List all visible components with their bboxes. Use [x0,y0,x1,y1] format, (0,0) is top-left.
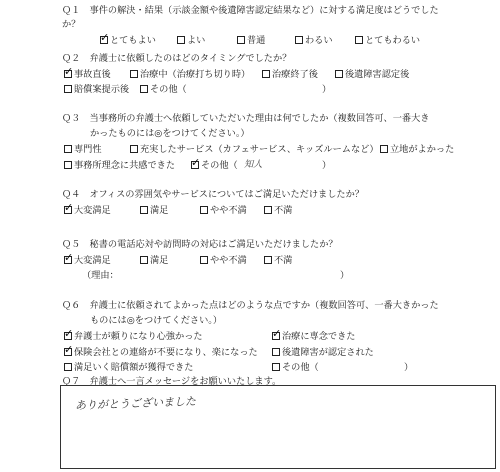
checkbox[interactable] [100,36,108,44]
q5-option-satisfied[interactable]: 満足 [140,256,168,265]
q1-question-line1: Ｑ１ 事件の解決・結果（示談金額や後遺障害認定結果など）に対する満足度はどうでした [62,5,439,16]
q6-question-line1: Ｑ６ 弁護士に依頼されてよかった点はどのような点ですか（複数回答可、一番大きかった [62,300,439,311]
checkbox[interactable] [64,256,72,264]
checkbox[interactable] [272,332,280,340]
checkbox[interactable] [237,36,245,44]
q4-option-satisfied[interactable]: 満足 [140,206,168,215]
checkbox[interactable] [64,206,72,214]
checkbox[interactable] [272,348,280,356]
checkbox[interactable] [64,161,72,169]
q2-option-after-disability-cert[interactable]: 後遺障害認定後 [335,70,409,79]
q6-option-reliable[interactable]: ✓弁護士が頼りになり心強かった [64,332,203,341]
q3-option-location[interactable]: 立地がよかった [380,145,454,154]
q2-other-close: ） [322,84,332,95]
q2-option-right-after-accident[interactable]: ✓事故直後 [64,70,111,79]
q5-reason-close: ） [340,270,350,281]
checkbox[interactable] [130,145,138,153]
q3-other-close: ） [322,160,332,171]
checkbox[interactable] [64,145,72,153]
q6-option-no-insurer-contact[interactable]: ✓保険会社との連絡が不要になり、楽になった [64,348,258,357]
q3-option-philosophy[interactable]: 事務所理念に共感できた [64,161,175,170]
q1-option-normal[interactable]: 普通 [237,36,265,45]
checkbox[interactable] [264,206,272,214]
checkbox[interactable] [295,36,303,44]
checkbox[interactable] [355,36,363,44]
q5-option-dissatisfied[interactable]: 不満 [264,256,292,265]
checkbox[interactable] [200,256,208,264]
q3-other-handwritten: 知人 [244,159,263,170]
q2-option-other[interactable]: その他（ [140,85,187,94]
checkbox[interactable] [140,85,148,93]
q3-question-line1: Ｑ３ 当事務所の弁護士へ依頼していただいた理由は何でしたか（複数回答可、一番大き [62,113,430,124]
q1-option-very-good[interactable]: ✓とてもよい [100,36,156,45]
q6-option-compensation[interactable]: 満足いく賠償額が獲得できた [64,363,193,372]
q4-option-dissatisfied[interactable]: 不満 [264,206,292,215]
q1-option-very-bad[interactable]: とてもわるい [355,36,420,45]
q2-question-line1: Ｑ２ 弁護士に依頼したのはどのタイミングでしたか？ [62,53,292,64]
q5-reason-label: （理由： [82,270,119,281]
q1-option-bad[interactable]: わるい [295,36,333,45]
q7-question-line1: Ｑ７ 弁護士へ一言メッセージをお願いいたします。 [62,376,282,387]
q3-option-services[interactable]: 充実したサービス（カフェサービス、キッズルームなど） [130,145,379,154]
q6-question-line2: ものには◎をつけてください。） [90,315,223,326]
checkbox[interactable] [335,70,343,78]
q2-option-during-treatment[interactable]: 治療中（治療打ち切り時） [130,70,250,79]
checkbox[interactable] [64,332,72,340]
checkbox[interactable] [191,161,199,169]
q6-option-disability-certified[interactable]: 後遺障害が認定された [272,348,374,357]
checkbox[interactable] [272,363,280,371]
q4-question-line1: Ｑ４ オフィスの雰囲気やサービスについてはご満足いただけましたか？ [62,189,364,200]
q5-question-line1: Ｑ５ 秘書の電話応対や訪問時の対応はご満足いただけましたか？ [62,239,338,250]
q4-option-somewhat-dissatisfied[interactable]: やや不満 [200,206,247,215]
q2-option-after-treatment[interactable]: 治療終了後 [262,70,318,79]
checkbox[interactable] [140,206,148,214]
q6-option-other[interactable]: その他（ [272,363,319,372]
q6-other-close: ） [404,362,414,373]
q6-option-focus-treatment[interactable]: ✓ 治療に専念できた [272,332,356,341]
q2-option-after-offer[interactable]: 賠償案提示後 [64,85,129,94]
q5-option-somewhat-dissatisfied[interactable]: やや不満 [200,256,247,265]
handwritten-message: ありがとうございました [74,394,197,413]
checkbox[interactable] [64,85,72,93]
q4-option-very-satisfied[interactable]: ✓大変満足 [64,206,111,215]
q3-option-expertise[interactable]: 専門性 [64,145,102,154]
q1-question-line2: か？ [62,19,81,30]
checkbox[interactable] [262,70,270,78]
checkbox[interactable] [130,70,138,78]
q3-question-line2: かったものには◎をつけてください。） [90,128,250,139]
checkbox[interactable] [380,145,388,153]
checkbox[interactable] [64,348,72,356]
checkbox[interactable] [64,363,72,371]
q3-option-other[interactable]: ✓ その他（ [191,161,238,170]
checkbox[interactable] [264,256,272,264]
q5-option-very-satisfied[interactable]: ✓大変満足 [64,256,111,265]
q1-option-good[interactable]: よい [177,36,205,45]
checkbox[interactable] [177,36,185,44]
checkbox[interactable] [64,70,72,78]
checkbox[interactable] [200,206,208,214]
message-box[interactable] [60,385,496,469]
checkbox[interactable] [140,256,148,264]
